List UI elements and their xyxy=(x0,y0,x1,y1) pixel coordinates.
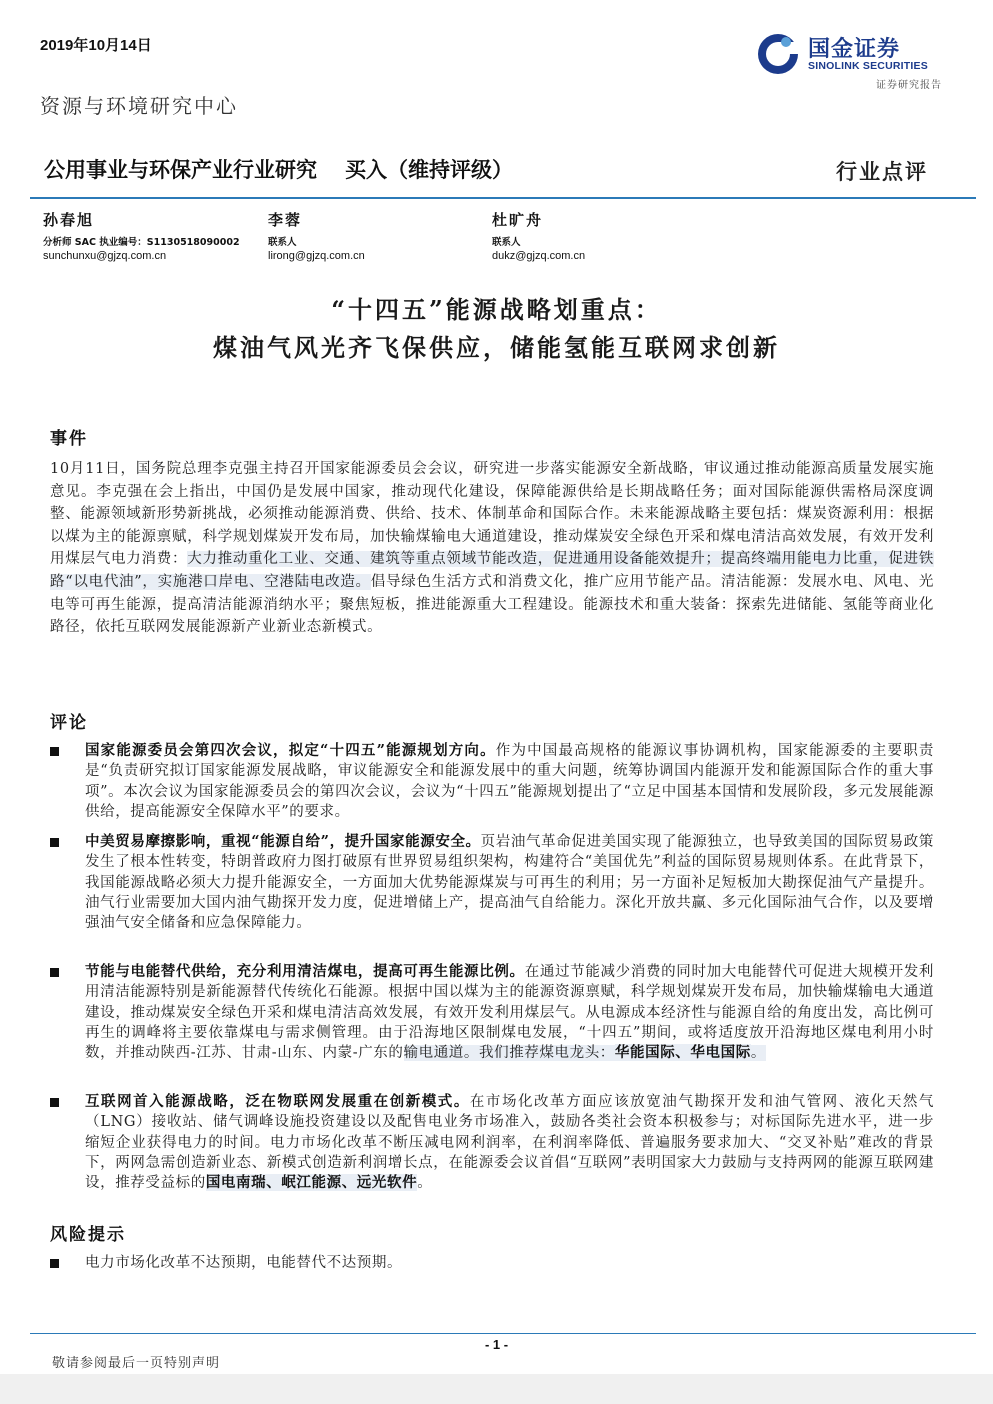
recommended-stocks: 华能国际、华电国际 xyxy=(614,1044,751,1062)
comment-text: 页岩油气革命促进美国实现了能源独立，也导致美国的国际贸易政策发生了根本性转变，特朗普政府力图打破原有世界贸易组织架构，构建符合“美国优先”利益的国际贸易规则体系。在此背景下，我国能源战略必须大力提升能源安全，一方面加大优势能源煤炭与可再生的利用；另一方面补足短板加大勘探促油气产量提升。油气行业需要加大国内油气勘探开发力度，促进增储上产，提高油气自给能力。深化开放共赢、多元化国际油气合作，以及要增强油气安全储备和应急保障能力。 xyxy=(85,834,934,932)
event-text-part: 10月11日，国务院总理李克强主持召开国家能源委员会会议，研究进一步落实能源安全新战略，审议通过推动能源高质量发展实施意见。李克强在会上指出，中国仍是发展中国家，推动现代化建设，保障能源供给是长期战略任务；面对国际能源供需格局深度调整、能源领域新形势新挑战，必须推动能源消费、供给、技术、体制革命和国际合作。未来能源战略主要包括：煤炭资源利用：根据以煤为主的能源禀赋，科学规划煤炭开发布局，加快输煤输电大通道建设，推动煤炭安全绿色开采和煤电清洁高效发展，有效开发利用煤层气电力消费： xyxy=(50,461,934,568)
comment-lead: 中美贸易摩擦影响，重视“能源自给”，提升国家能源安全。 xyxy=(85,833,481,850)
bullet-square-icon xyxy=(50,838,59,847)
comment-lead: 互联网首入能源战略，泛在物联网发展重在创新模式。 xyxy=(85,1093,470,1110)
bullet-square-icon xyxy=(50,1098,59,1107)
author-name: 杜旷舟 xyxy=(492,211,544,229)
author-email[interactable]: lirong@gjzq.com.cn xyxy=(268,250,365,262)
footer-band xyxy=(0,1374,993,1404)
comment-item-3 xyxy=(50,962,934,1063)
author-name: 李蓉 xyxy=(268,211,303,229)
event-text-part: 倡导绿色生活方式和消费文化，推广应用节能产品。清洁能源：发展水电、风电、光电等可再生能源，提高清洁能源消纳水平；聚焦短板，推进能源重大工程建设。能源技术和重大装备：探索先进储能、氢能等商业化路径，依托互联网发展能源新产业新业态新模式。 xyxy=(50,573,934,636)
headline-line-1: “十四五”能源战略划重点： xyxy=(331,295,662,324)
author-block-2 xyxy=(268,209,365,262)
author-block-1 xyxy=(43,209,240,262)
disclaimer-note: 敬请参阅最后一页特别声明 xyxy=(52,1356,221,1371)
recommended-stocks: 国电南瑞、岷江能源、远光软件 xyxy=(205,1174,418,1192)
research-department: 资源与环境研究中心 xyxy=(40,94,238,118)
page-number: - 1 - xyxy=(484,1337,509,1352)
report-type: 行业点评 xyxy=(836,159,928,184)
comment-lead: 国家能源委员会第四次会议，拟定“十四五”能源规划方向。 xyxy=(85,742,496,759)
author-email[interactable]: sunchunxu@gjzq.com.cn xyxy=(43,250,167,262)
header-divider xyxy=(30,197,976,199)
bullet-square-icon xyxy=(50,968,59,977)
author-block-3 xyxy=(492,209,585,262)
comment-text: 作为中国最高规格的能源议事协调机构，国家能源委的主要职责是“负责研究拟订国家能源发展战略，审议能源安全和能源发展中的重大问题，统筹协调国内能源开发和能源国际合作的重大事项”。本次会议为国家能源委员会的第四次会议，会议为“十四五”能源规划提出了“立足中国基本国情和发展阶段，多元发展能源供给，提高能源安全保障水平”的要求。 xyxy=(85,743,934,820)
author-role: 联系人 xyxy=(268,237,297,248)
comment-tail: 。 xyxy=(417,1175,433,1192)
author-email[interactable]: dukz@gjzq.com.cn xyxy=(492,250,586,262)
event-highlight-text: 大力推动重化工业、交通、建筑等重点领域节能改造，促进通用设备能效提升；提高终端用能电力比重，促进铁路“以电代油”，实施港口岸电、空港陆电改造。 xyxy=(50,551,934,590)
report-date: 2019年10月14日 xyxy=(40,37,152,54)
event-paragraph xyxy=(50,458,934,639)
risk-item-1 xyxy=(50,1253,934,1273)
author-name: 孙春旭 xyxy=(43,211,95,229)
comment-item-2 xyxy=(50,832,934,933)
headline-line-2: 煤油气风光齐飞保供应，储能氢能互联网求创新 xyxy=(213,333,780,362)
footer-divider xyxy=(30,1333,976,1334)
comment-text: 在通过节能减少消费的同时加大电能替代可促进大规模开发利用清洁能源特别是新能源替代传统化石能源。根据中国以煤为主的能源资源禀赋，科学规划煤炭开发布局，加快输煤输电大通道建设，推动煤炭安全绿色开采和煤电清洁高效发展，有效开发利用煤层气。从电源成本经济性与能源自给的角度出发，高比例可再生的调峰将主要依靠煤电与需求侧管理。由于沿海地区限制煤电发展，“十四五”期间，或将适度放开沿海地区煤电利用小时数，并推动陕西-江苏、甘肃-山东、内蒙-广东的 xyxy=(85,964,934,1062)
risk-heading: 风险提示 xyxy=(50,1225,126,1245)
comment-item-4 xyxy=(50,1092,934,1193)
title-bar xyxy=(44,154,513,184)
industry-title: 公用事业与环保产业行业研究 xyxy=(44,158,317,182)
logo-english-name: SINOLINK SECURITIES xyxy=(808,60,928,72)
comment-tail: 。 xyxy=(750,1045,766,1062)
risk-text: 电力市场化改革不达预期，电能替代不达预期。 xyxy=(85,1255,403,1271)
bullet-square-icon xyxy=(50,1259,59,1268)
sinolink-logo-icon xyxy=(756,32,800,76)
comment-lead: 节能与电能替代供给，充分利用清洁煤电，提高可再生能源比例。 xyxy=(85,963,525,980)
author-role: 联系人 xyxy=(492,237,521,248)
rating-label: 买入（维持评级） xyxy=(345,158,513,182)
comment-highlight-text: 输电通道。我们推荐煤电龙头： xyxy=(403,1045,615,1062)
logo-subtitle: 证券研究报告 xyxy=(876,80,942,91)
comment-heading: 评论 xyxy=(50,713,88,733)
comment-text: 在市场化改革方面应该放宽油气勘探开发和油气管网、液化天然气（LNG）接收站、储气调峰设施投资建设以及配售电业务市场准入，鼓励各类社会资本积极参与；对标国际先进水平，进一步缩短企业获得电力的时间。电力市场化改革不断压减电网利润率，在利润率降低、普遍服务要求加大、“交叉补贴”难改的背景下，两网急需创造新业态、新模式创造新利润增长点，在能源委会议首倡“互联网”表明国家大力鼓励与支持两网的能源互联网建设，推荐受益标的 xyxy=(85,1094,934,1192)
logo-chinese-name: 国金证券 xyxy=(808,37,901,62)
company-logo xyxy=(756,30,946,96)
bullet-square-icon xyxy=(50,747,59,756)
author-role: 分析师 SAC 执业编号：S1130518090002 xyxy=(43,237,240,248)
comment-item-1 xyxy=(50,741,934,822)
event-heading: 事件 xyxy=(50,429,88,449)
